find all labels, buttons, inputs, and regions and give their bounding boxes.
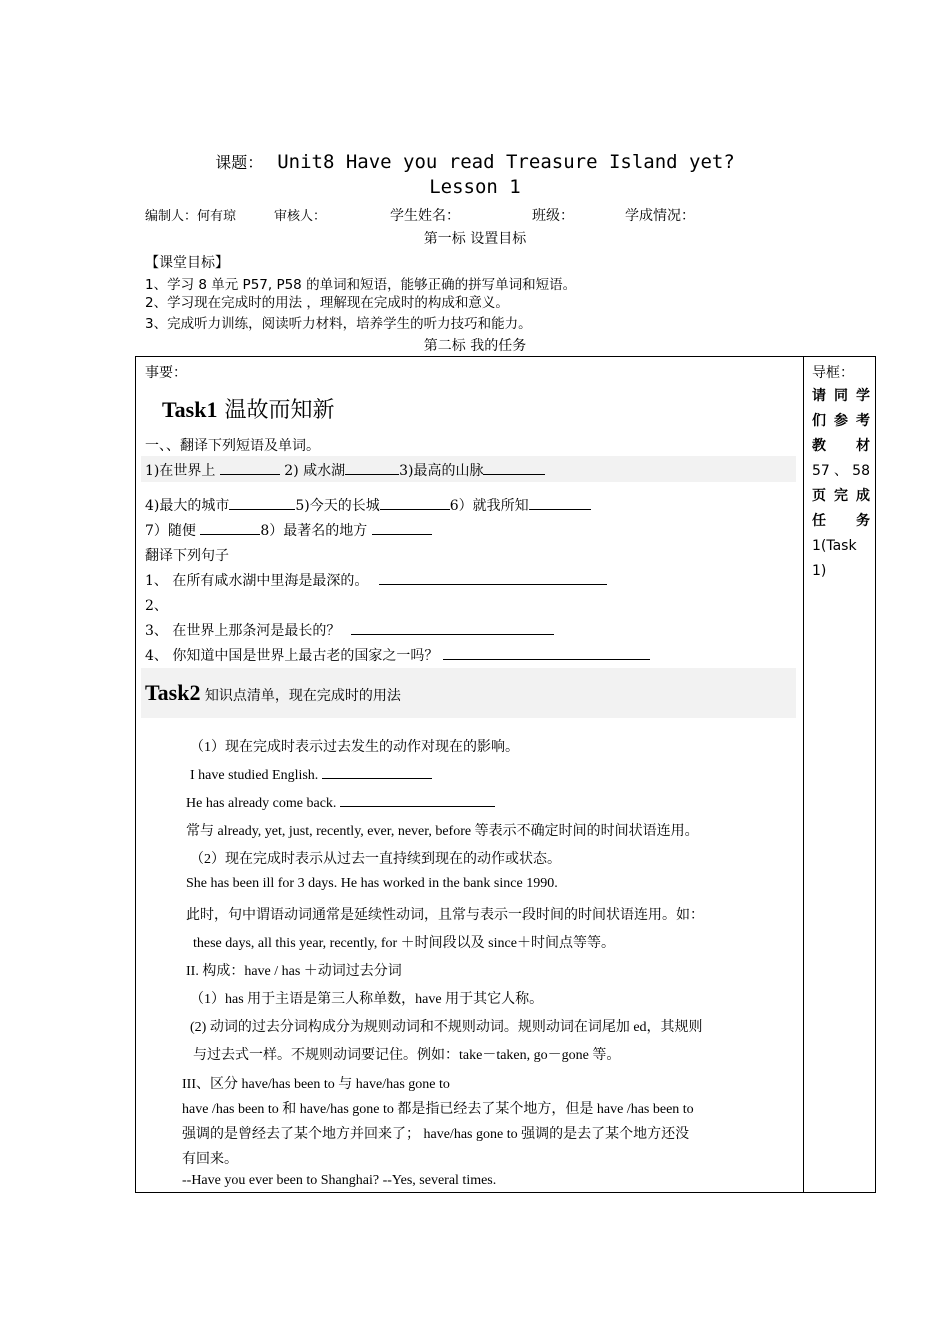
grammar-line: have /has been to 和 have/has gone to 都是指已经去了某个地方，但是 have /has been to xyxy=(182,1102,694,1117)
objective-item: 1、学习 8 单元 P57, P58 的单词和短语，能够正确的拼写单词和短语。 xyxy=(145,277,577,293)
answer-blank[interactable] xyxy=(443,645,650,660)
main-column-label: 事要： xyxy=(145,365,187,381)
vocab-row-1 xyxy=(145,460,545,480)
reviewer-field: 审核人： xyxy=(274,209,327,224)
answer-blank[interactable] xyxy=(380,495,450,510)
sentence-text: 3、 在世界上那条河是最长的？ xyxy=(145,623,341,639)
grammar-line: III、区分 have/has been to 与 have/has gone to xyxy=(182,1077,450,1092)
title-label: 课题： xyxy=(215,153,264,172)
grammar-line: 有回来。 xyxy=(182,1152,238,1167)
example-line: --Have you ever been to Shanghai? --Yes, several times. xyxy=(182,1173,497,1188)
grammar-line: 强调的是曾经去了某个地方并回来了； have/has gone to 强调的是去了某个地方还没 xyxy=(182,1127,690,1142)
sentence-item: 2、 xyxy=(145,598,168,614)
side-line: 57、58 xyxy=(812,463,870,479)
task1-heading xyxy=(162,393,334,424)
example-text: He has already come back. xyxy=(186,796,337,811)
vocab-item: 2) 咸水湖 xyxy=(284,463,346,479)
task2-heading xyxy=(145,680,401,706)
example-text: I have studied English. xyxy=(190,768,319,783)
answer-blank[interactable] xyxy=(372,520,432,535)
task2-title-en: Task2 xyxy=(145,680,201,705)
task1-title-en: Task1 xyxy=(162,397,218,422)
side-line: 任 务 xyxy=(812,513,870,529)
table-divider xyxy=(803,356,804,1193)
objective-item: 2、学习现在完成时的用法 ，理解现在完成时的构成和意义。 xyxy=(145,295,509,311)
section1-heading: 第一标 设置目标 xyxy=(423,231,527,247)
grammar-line: 此时，句中谓语动词通常是延续性动词，且常与表示一段时间的时间状语连用。如： xyxy=(186,908,704,923)
grammar-line: II. 构成：have / has ＋动词过去分词 xyxy=(186,964,402,979)
grammar-line: （2）现在完成时表示从过去一直持续到现在的动作或状态。 xyxy=(190,852,561,867)
objectives-title: 【课堂目标】 xyxy=(145,255,229,271)
section2-heading: 第二标 我的任务 xyxy=(423,338,527,354)
vocab-item: 3)最高的山脉 xyxy=(399,463,484,479)
vocab-item: 7）随便 xyxy=(145,523,196,539)
vocab-row-2 xyxy=(145,495,591,515)
vocab-item: 6）就我所知 xyxy=(449,498,529,514)
side-label: 导框： xyxy=(812,365,854,381)
author-field: 编制人：何有琼 xyxy=(145,209,237,224)
grammar-line: these days, all this year, recently, for ＋时间段以及 since＋时间点等等。 xyxy=(193,936,615,951)
lesson-subtitle: Lesson 1 xyxy=(429,176,521,198)
grammar-line: 与过去式一样。不规则动词要记住。例如：take－taken, go－gone 等。 xyxy=(193,1048,621,1063)
grammar-line: （1）现在完成时表示过去发生的动作对现在的影响。 xyxy=(190,740,519,755)
example-line xyxy=(190,764,432,784)
sentence-item xyxy=(145,620,554,640)
grammar-line: 常与 already, yet, just, recently, ever, never, before 等表示不确定时间的时间状语连用。 xyxy=(186,824,699,839)
side-line: 教 材 xyxy=(812,438,870,454)
sentence-text: 4、 你知道中国是世界上最古老的国家之一吗？ xyxy=(145,648,439,664)
student-name-field: 学生姓名： xyxy=(390,208,460,224)
page-title: Unit8 Have you read Treasure Island yet? xyxy=(277,151,735,173)
answer-blank[interactable] xyxy=(351,620,554,635)
grammar-line: (2) 动词的过去分词构成分为规则动词和不规则动词。规则动词在词尾加 ed，其规则 xyxy=(190,1020,703,1035)
side-line: 们参考 xyxy=(812,413,870,429)
vocab-item: 4)最大的城市 xyxy=(145,498,230,514)
task1-title-zh: 温故而知新 xyxy=(224,398,335,423)
sentence-item xyxy=(145,645,650,665)
side-line: 1) xyxy=(812,563,827,579)
answer-blank[interactable] xyxy=(340,792,495,807)
side-line: 页完成 xyxy=(812,488,870,504)
answer-blank[interactable] xyxy=(200,520,260,535)
class-field: 班级： xyxy=(532,208,574,224)
title-line xyxy=(0,150,950,173)
answer-blank[interactable] xyxy=(322,764,432,779)
task1-instruction: 一、、翻译下列短语及单词。 xyxy=(145,438,320,454)
vocab-item: 8）最著名的地方 xyxy=(260,523,368,539)
example-line: She has been ill for 3 days. He has worked in the bank since 1990. xyxy=(186,876,558,891)
objective-item: 3、完成听力训练，阅读听力材料，培养学生的听力技巧和能力。 xyxy=(145,316,532,332)
answer-blank[interactable] xyxy=(379,570,607,585)
sentence-item xyxy=(145,570,607,590)
answer-blank[interactable] xyxy=(529,495,591,510)
sentences-title: 翻译下列句子 xyxy=(145,548,229,564)
vocab-item: 1)在世界上 xyxy=(145,463,216,479)
vocab-item: 5)今天的长城 xyxy=(295,498,380,514)
example-line xyxy=(186,792,495,812)
status-field: 学成情况： xyxy=(625,208,695,224)
grammar-line: （1）has 用于主语是第三人称单数，have 用于其它人称。 xyxy=(190,992,544,1007)
task2-title-zh: 知识点清单，现在完成时的用法 xyxy=(204,688,401,704)
side-line: 1(Task xyxy=(812,538,857,554)
answer-blank[interactable] xyxy=(345,460,399,475)
answer-blank[interactable] xyxy=(220,460,280,475)
side-line: 请同学 xyxy=(812,388,870,404)
answer-blank[interactable] xyxy=(483,460,545,475)
answer-blank[interactable] xyxy=(229,495,295,510)
side-guide xyxy=(812,384,870,584)
vocab-row-3 xyxy=(145,520,432,540)
sentence-text: 1、 在所有咸水湖中里海是最深的。 xyxy=(145,573,369,589)
